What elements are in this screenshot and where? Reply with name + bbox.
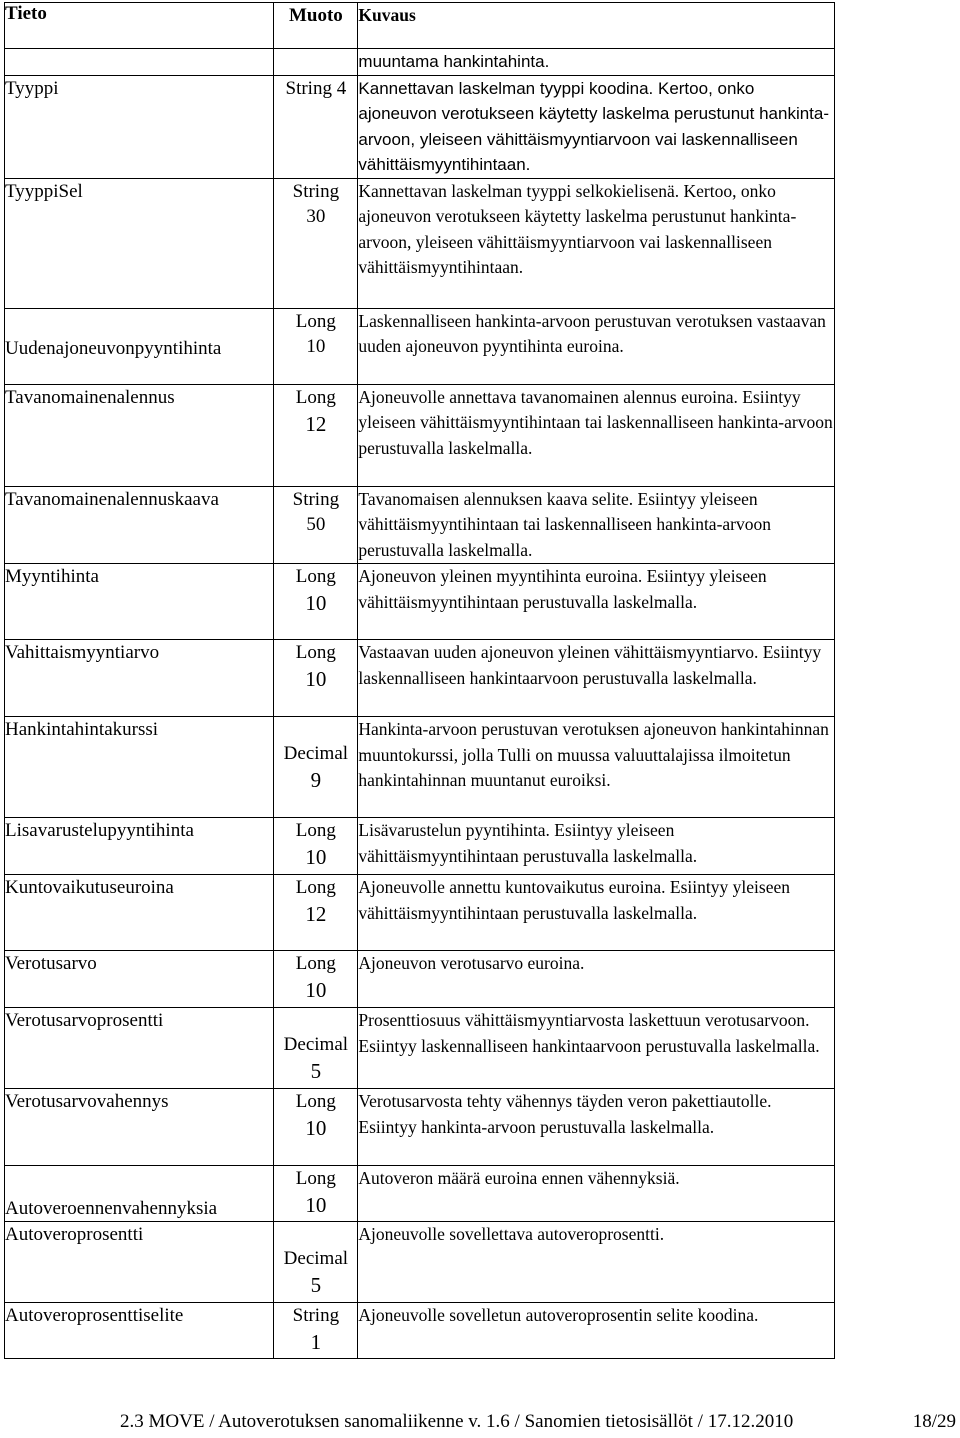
table-row xyxy=(5,308,835,384)
field-name: Autoveroprosentti xyxy=(5,1222,274,1303)
table-row xyxy=(5,1303,835,1359)
field-type: String 4 xyxy=(274,75,358,178)
field-name: Verotusarvoprosentti xyxy=(5,1008,274,1089)
table-row xyxy=(5,717,835,818)
preface-name-cell xyxy=(5,49,274,76)
field-description: Tavanomaisen alennuksen kaava selite. Esiintyy yleiseen vähittäismyyntihintaan tai laskennalliseen hankinta-arvoon perustuvalla laskelmalla. xyxy=(358,486,835,564)
footer-text: 2.3 MOVE / Autoverotuksen sanomaliikenne v. 1.6 / Sanomien tietosisällöt / 17.12.2010 xyxy=(120,1411,794,1432)
field-name: Verotusarvovahennys xyxy=(5,1089,274,1166)
header-type: Muoto xyxy=(274,3,358,49)
field-type: Long 12 xyxy=(274,384,358,486)
field-description: Ajoneuvon verotusarvo euroina. xyxy=(358,951,835,1008)
field-type: String 50 xyxy=(274,486,358,564)
table-row xyxy=(5,818,835,875)
field-type: Long 10 xyxy=(274,818,358,875)
field-description: Kannettavan laskelman tyyppi selkokielisenä. Kertoo, onko ajoneuvon verotukseen käytetty laskelma perustunut hankinta-arvoon, yleiseen vähittäismyyntiarvoon vai laskennalliseen vähittäismyyntihintaan. xyxy=(358,178,835,308)
field-type: Decimal 5 xyxy=(274,1008,358,1089)
page-number: 18/29 xyxy=(912,1411,956,1432)
field-type: Long 12 xyxy=(274,875,358,951)
field-type: Long 10 xyxy=(274,1089,358,1166)
table-row xyxy=(5,75,835,178)
field-name: Kuntovaikutuseuroina xyxy=(5,875,274,951)
field-description: Verotusarvosta tehty vähennys täyden veron pakettiautolle. Esiintyy hankinta-arvoon perustuvalla laskelmalla. xyxy=(358,1089,835,1166)
field-description: Hankinta-arvoon perustuvan verotuksen ajoneuvon hankintahinnan muuntokurssi, jolla Tulli on muussa valuuttalajissa ilmoitetun hankintahinnan muuntanut euroiksi. xyxy=(358,717,835,818)
table-row xyxy=(5,875,835,951)
field-description: Vastaavan uuden ajoneuvon yleinen vähittäismyyntiarvo. Esiintyy laskennalliseen hankintaarvoon perustuvalla laskelmalla. xyxy=(358,640,835,717)
field-type: Decimal 5 xyxy=(274,1222,358,1303)
preface-description: muuntama hankintahinta. xyxy=(358,49,835,76)
table-header-row xyxy=(5,3,835,49)
header-name: Tieto xyxy=(5,3,274,49)
field-name: Uudenajoneuvonpyyntihinta xyxy=(5,308,274,384)
table-row xyxy=(5,1008,835,1089)
table-row xyxy=(5,178,835,308)
table-row xyxy=(5,1089,835,1166)
field-description: Laskennalliseen hankinta-arvoon perustuvan verotuksen vastaavan uuden ajoneuvon pyyntihinta euroina. xyxy=(358,308,835,384)
preface-type-cell xyxy=(274,49,358,76)
table-row-preface xyxy=(5,49,835,76)
table-row xyxy=(5,951,835,1008)
field-name: Tyyppi xyxy=(5,75,274,178)
field-name: TyyppiSel xyxy=(5,178,274,308)
field-type: String 1 xyxy=(274,1303,358,1359)
table-row xyxy=(5,640,835,717)
field-description: Autoveron määrä euroina ennen vähennyksiä. xyxy=(358,1166,835,1222)
field-description: Lisävarustelun pyyntihinta. Esiintyy yleiseen vähittäismyyntihintaan perustuvalla laskelmalla. xyxy=(358,818,835,875)
field-type: Long 10 xyxy=(274,951,358,1008)
table-row xyxy=(5,1166,835,1222)
field-name: Myyntihinta xyxy=(5,564,274,640)
field-name: Lisavarustelupyyntihinta xyxy=(5,818,274,875)
table-row xyxy=(5,564,835,640)
field-type: Long 10 xyxy=(274,640,358,717)
field-description: Ajoneuvolle annettu kuntovaikutus euroina. Esiintyy yleiseen vähittäismyyntihintaan perustuvalla laskelmalla. xyxy=(358,875,835,951)
field-name: Hankintahintakurssi xyxy=(5,717,274,818)
table-row xyxy=(5,384,835,486)
field-name: Autoveroennenvahennyksia xyxy=(5,1166,274,1222)
table-row xyxy=(5,486,835,564)
field-name: Tavanomainenalennuskaava xyxy=(5,486,274,564)
field-description: Ajoneuvolle sovelletun autoveroprosentin selite koodina. xyxy=(358,1303,835,1359)
header-description: Kuvaus xyxy=(358,3,835,49)
field-name: Autoveroprosenttiselite xyxy=(5,1303,274,1359)
field-type: Long 10 xyxy=(274,308,358,384)
field-type: String 30 xyxy=(274,178,358,308)
field-type: Long 10 xyxy=(274,1166,358,1222)
field-definition-table xyxy=(4,2,835,1359)
field-description: Ajoneuvolle sovellettava autoveroprosentti. xyxy=(358,1222,835,1303)
field-name: Tavanomainenalennus xyxy=(5,384,274,486)
table-row xyxy=(5,1222,835,1303)
field-type: Long 10 xyxy=(274,564,358,640)
field-description: Ajoneuvon yleinen myyntihinta euroina. Esiintyy yleiseen vähittäismyyntihintaan perustuvalla laskelmalla. xyxy=(358,564,835,640)
field-name: Vahittaismyyntiarvo xyxy=(5,640,274,717)
field-type: Decimal 9 xyxy=(274,717,358,818)
field-name: Verotusarvo xyxy=(5,951,274,1008)
field-description: Ajoneuvolle annettava tavanomainen alennus euroina. Esiintyy yleiseen vähittäismyyntihintaan tai laskennalliseen hankinta-arvoon perustuvalla laskelmalla. xyxy=(358,384,835,486)
field-description: Prosenttiosuus vähittäismyyntiarvosta laskettuun verotusarvoon. Esiintyy laskennalliseen hankintaarvoon perustuvalla laskelmalla. xyxy=(358,1008,835,1089)
field-description: Kannettavan laskelman tyyppi koodina. Kertoo, onko ajoneuvon verotukseen käytetty laskelma perustunut hankinta-arvoon, yleiseen vähittäismyyntiarvoon vai laskennalliseen vähittäismyyntihintaan. xyxy=(358,75,835,178)
